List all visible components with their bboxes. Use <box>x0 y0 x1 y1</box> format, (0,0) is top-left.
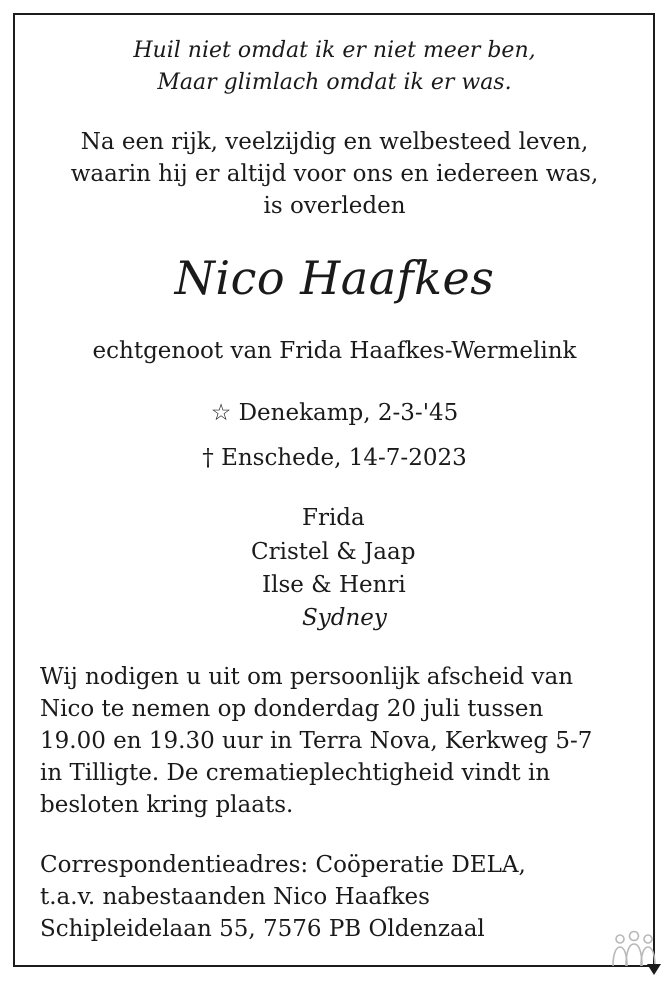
triangle-down-icon[interactable] <box>645 960 663 978</box>
invitation-line-5: besloten kring plaats. <box>40 792 294 818</box>
spouse-relation: echtgenoot van Frida Haafkes-Wermelink <box>92 338 577 364</box>
family-member-3: Ilse & Henri <box>262 572 406 598</box>
deceased-name: Nico Haafkes <box>174 251 495 305</box>
invitation-line-1: Wij nodigen u uit om persoonlijk afscheid van <box>40 664 574 690</box>
family-location: Sydney <box>302 605 387 631</box>
family-member-2: Cristel & Jaap <box>251 539 416 565</box>
birth-date: ☆ Denekamp, 2-3-'45 <box>210 400 459 426</box>
intro-line-2: waarin hij er altijd voor ons en iedereen was, <box>70 161 599 187</box>
intro-line-3: is overleden <box>263 193 406 219</box>
death-date: † Enschede, 14-7-2023 <box>202 445 467 471</box>
family-member-1: Frida <box>302 505 365 531</box>
invitation-line-2: Nico te nemen op donderdag 20 juli tussen <box>40 696 544 722</box>
correspondence-line-1: Correspondentieadres: Coöperatie DELA, <box>40 852 526 878</box>
intro-line-1: Na een rijk, veelzijdig en welbesteed leven, <box>80 129 589 155</box>
invitation-line-3: 19.00 en 19.30 uur in Terra Nova, Kerkweg 5-7 <box>40 728 593 754</box>
motto-line-1: Huil niet omdat ik er niet meer ben, <box>133 38 536 63</box>
correspondence-line-2: t.a.v. nabestaanden Nico Haafkes <box>40 884 430 910</box>
correspondence-line-3: Schipleidelaan 55, 7576 PB Oldenzaal <box>40 916 485 942</box>
invitation-line-4: in Tilligte. De crematieplechtigheid vindt in <box>40 760 551 786</box>
motto-line-2: Maar glimlach omdat ik er was. <box>157 70 512 95</box>
